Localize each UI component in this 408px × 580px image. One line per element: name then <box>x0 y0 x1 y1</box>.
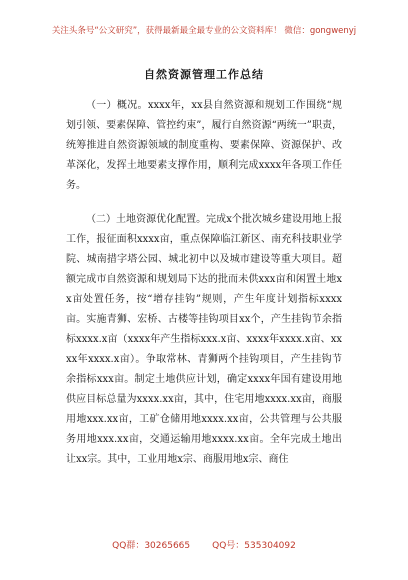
qq-number-text: QQ号：535304092 <box>212 541 296 551</box>
header-notice: 关注头条号“公文研究”，获得最新最全最专业的公文资料库！ 微信：gongwenyj <box>51 26 357 36</box>
paragraph-overview: （一）概况。xxxx年，xx县自然资源和规划工作围绕“规划引领、要素保障、管控约束”，履行自然资源“两统一”职责，统筹推进自然资源领域的制度重构、要素保障、资源保护、改革深化，发挥土地要素支撑作用，顺利完成xxxx年各项工作任务。 <box>66 100 342 191</box>
footer-contact <box>0 538 408 551</box>
document-body <box>66 96 342 484</box>
document-title: 自然资源管理工作总结 <box>144 68 264 81</box>
qq-group-text: QQ群：30265665 <box>112 541 191 551</box>
paragraph-land-allocation: （二）土地资源优化配置。完成x个批次城乡建设用地上报工作，报征面积xxxx亩，重点保障临江新区、南充科技职业学院、城南措字塔公园、城北初中以及城市建设等重大项目。超额完成市自然资源和规划局下达的批而未供xxx亩和闲置土地xx亩处置任务，按“增存挂钩”规则，产生年度计划指标xxxx亩。实施青狮、宏桥、古楼等挂钩项目xx个，产生挂钩节余指标xxxx.x亩（xxxx年产生指标xxx.x亩、xxxx年xxxx.x亩、xxxx年xxxx.x亩）。争取常林、青狮两个挂钩项目，产生挂钩节余指标xxx亩。制定土地供应计划，确定xxxx年国有建设用地供应目标总量为xxxx.xx亩，其中，住宅用地xxxx.xx亩，商服用地xxx.xx亩，工矿仓储用地xxxx.xx亩，公共管理与公共服务用地xxx.xx亩，交通运输用地xxxx.xx亩。全年完成土地出让xx宗。其中，工业用地x宗、商服用地x宗、商住 <box>66 214 342 465</box>
